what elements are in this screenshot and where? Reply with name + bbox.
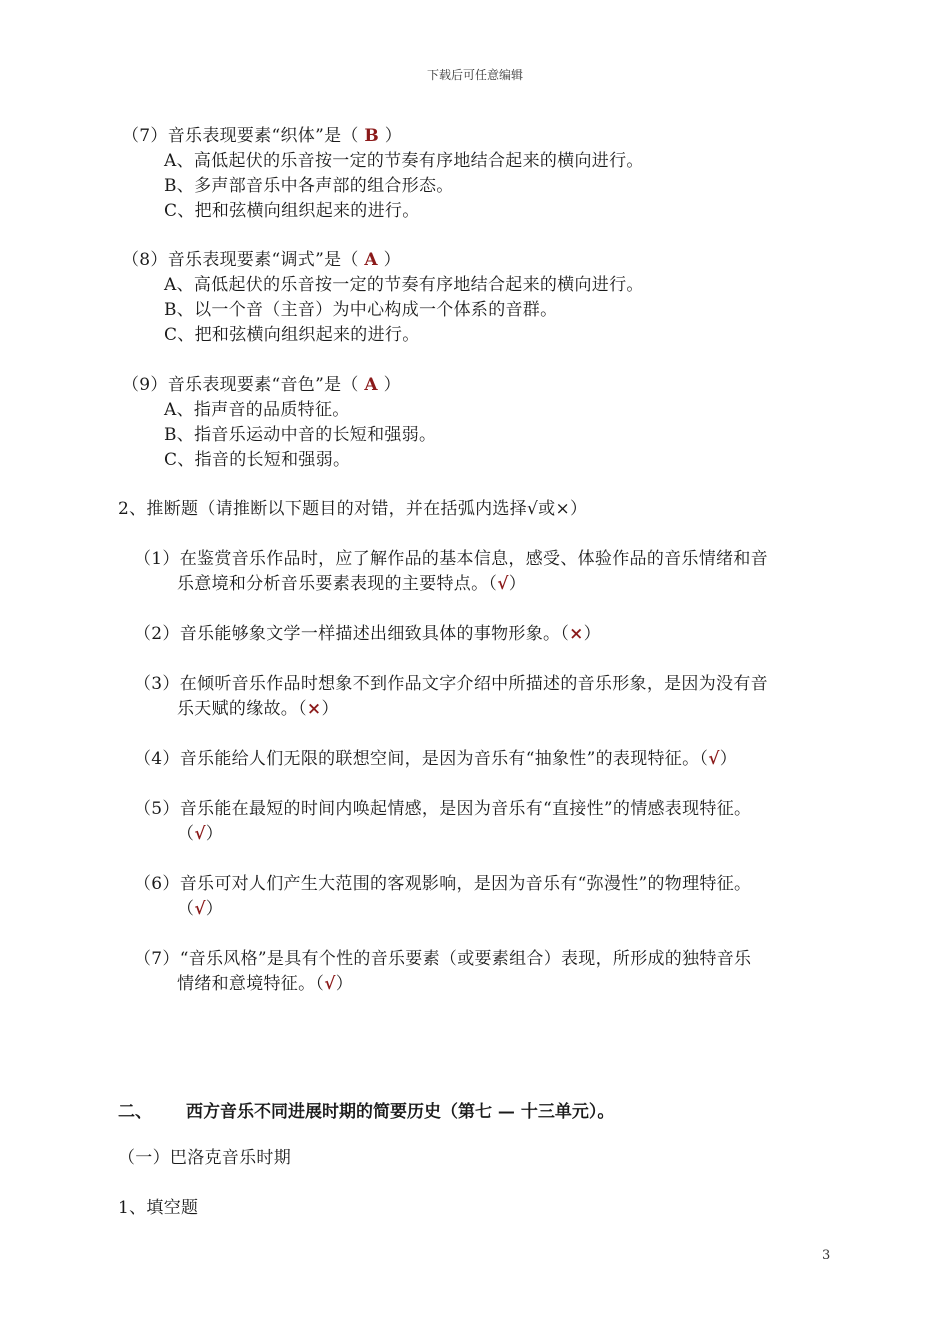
page-header: 下载后可任意编辑 (426, 68, 523, 82)
section-number: 二、 (118, 1102, 152, 1122)
cross-mark: × (569, 624, 584, 644)
judge-item-1-line1: （1）在鉴赏音乐作品时，应了解作品的基本信息，感受、体验作品的音乐情绪和音 (134, 549, 768, 569)
check-mark: √ (324, 974, 336, 994)
judge-item-2: （2）音乐能够象文学一样描述出细致具体的事物形象。（×） (134, 624, 601, 644)
mc-option: B、指音乐运动中音的长短和强弱。 (164, 425, 437, 445)
check-mark: √ (497, 574, 509, 594)
judge-item-7-line1: （7）“音乐风格”是具有个性的音乐要素（或要素组合）表现，所形成的独特音乐 (134, 949, 752, 969)
mc-question-7-stem: （7）音乐表现要素“织体”是（ B ） (122, 126, 403, 146)
mc-option: A、高低起伏的乐音按一定的节奏有序地结合起来的横向进行。 (164, 151, 644, 171)
judge-item-6-line1: （6）音乐可对人们产生大范围的客观影响，是因为音乐有“弥漫性”的物理特征。 (134, 874, 752, 894)
judge-item-6-line2: （√） (177, 899, 224, 919)
judge-heading: 2、推断题（请推断以下题目的对错，并在括弧内选择√或×） (118, 499, 588, 519)
judge-item-3-line2: 乐天赋的缘故。（×） (177, 699, 339, 719)
judge-item-4: （4）音乐能给人们无限的联想空间，是因为音乐有“抽象性”的表现特征。（√） (134, 749, 737, 769)
judge-item-7-line2: 情绪和意境特征。（√） (177, 974, 353, 994)
judge-item-5-line1: （5）音乐能在最短的时间内唤起情感，是因为音乐有“直接性”的情感表现特征。 (134, 799, 752, 819)
answer-mark: A (364, 250, 378, 270)
mc-question-8-stem: （8）音乐表现要素“调式”是（ A ） (122, 250, 401, 270)
judge-item-3-line1: （3）在倾听音乐作品时想象不到作品文字介绍中所描述的音乐形象，是因为没有音 (134, 674, 768, 694)
check-mark: √ (708, 749, 720, 769)
check-mark: √ (194, 899, 206, 919)
cross-mark: × (306, 699, 322, 719)
mc-option: C、把和弦横向组织起来的进行。 (164, 201, 420, 221)
mc-option: C、把和弦横向组织起来的进行。 (164, 325, 420, 345)
mc-option: B、多声部音乐中各声部的组合形态。 (164, 176, 454, 196)
section-title: 西方音乐不同进展时期的简要历史（第七 — 十三单元）。 (186, 1102, 615, 1122)
mc-option: A、指声音的品质特征。 (164, 400, 350, 420)
check-mark: √ (194, 824, 206, 844)
subsection-heading: （一）巴洛克音乐时期 (118, 1148, 291, 1168)
page-number: 3 (822, 1248, 831, 1263)
answer-mark: A (364, 375, 378, 395)
answer-mark: B (364, 126, 380, 146)
judge-item-1-line2: 乐意境和分析音乐要素表现的主要特点。（√） (177, 574, 526, 594)
judge-item-5-line2: （√） (177, 824, 224, 844)
fill-heading: 1、填空题 (118, 1198, 199, 1218)
mc-option: A、高低起伏的乐音按一定的节奏有序地结合起来的横向进行。 (164, 275, 644, 295)
mc-question-9-stem: （9）音乐表现要素“音色”是（ A ） (122, 375, 401, 395)
mc-option: B、以一个音（主音）为中心构成一个体系的音群。 (164, 300, 558, 320)
mc-option: C、指音的长短和强弱。 (164, 450, 351, 470)
